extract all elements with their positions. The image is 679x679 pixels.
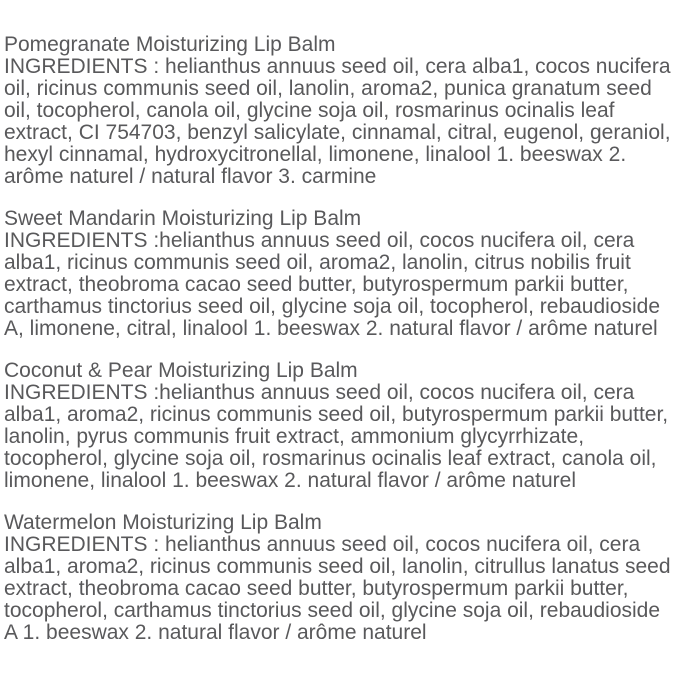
ingredients-text-coconut-pear: INGREDIENTS :helianthus annuus seed oil, cocos nucifera oil, cera alba1, aroma2, ricinus communis seed oil, butyrospermum parkii butter, lanolin, pyrus communis fruit extract, ammonium glycyrrhizate, tocopherol, glycine soja oil, rosmarinus ocinalis leaf extract, canola oil, limonene, linalool 1. beeswax 2. natural flavor / arôme naturel <box>4 381 669 492</box>
product-title-watermelon: Watermelon Moisturizing Lip Balm <box>4 511 322 534</box>
product-title-coconut-pear: Coconut & Pear Moisturizing Lip Balm <box>4 359 358 382</box>
product-section-sweet-mandarin <box>4 208 677 340</box>
product-section-pomegranate <box>4 34 677 188</box>
ingredients-text-sweet-mandarin: INGREDIENTS :helianthus annuus seed oil, cocos nucifera oil, cera alba1, ricinus communis seed oil, aroma2, lanolin, citrus nobilis fruit extract, theobroma cacao seed butter, butyrospermum parkii butter, carthamus tinctorius seed oil, glycine soja oil, tocopherol, rebaudioside A, limonene, citral, linalool 1. beeswax 2. natural flavor / arôme naturel <box>4 229 661 340</box>
product-title-pomegranate: Pomegranate Moisturizing Lip Balm <box>4 33 336 56</box>
ingredients-text-pomegranate: INGREDIENTS : helianthus annuus seed oil, cera alba1, cocos nucifera oil, ricinus communis seed oil, lanolin, aroma2, punica granatum seed oil, tocopherol, canola oil, glycine soja oil, rosmarinus ocinalis leaf extract, CI 754703, benzyl salicylate, cinnamal, citral, eugenol, geraniol, hexyl cinnamal, hydroxycitronellal, limonene, linalool 1. beeswax 2. arôme naturel / natural flavor 3. carmine <box>4 55 671 188</box>
product-section-watermelon <box>4 512 677 644</box>
product-section-coconut-pear <box>4 360 677 492</box>
ingredients-text-watermelon: INGREDIENTS : helianthus annuus seed oil, cocos nucifera oil, cera alba1, aroma2, ricinus communis seed oil, lanolin, citrullus lanatus seed extract, theobroma cacao seed butter, butyrospermum parkii butter, tocopherol, carthamus tinctorius seed oil, glycine soja oil, rebaudioside A 1. beeswax 2. natural flavor / arôme naturel <box>4 533 671 644</box>
product-title-sweet-mandarin: Sweet Mandarin Moisturizing Lip Balm <box>4 207 362 230</box>
